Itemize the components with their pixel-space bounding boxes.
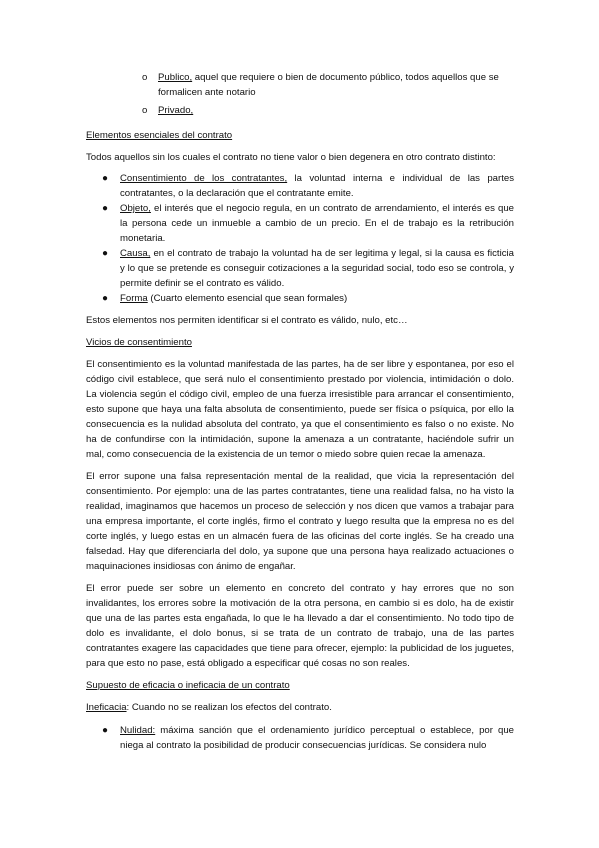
- elementos-intro: Todos aquellos sin los cuales el contrato no tiene valor o bien degenera en otro contrato distinto:: [86, 152, 496, 163]
- vicios-paragraph: El error supone una falsa representación mental de la realidad, que vicia la representación del consentimiento. Por ejemplo: una de las partes contratantes, tiene una realidad falsa, no ha visto la realidad, imaginamos que hacemos un proceso de selección y nos dicen que vamos a trabajar para una empresa importante, el corte inglés, firmo el contrato y luego resulta que la empresa no es del corte inglés, y luego estas en un almacén fuera de las oficinas del corte inglés. Se ha creado una falsedad. Hay que diferenciarla del dolo, ya supone que una persona haya realizado actuaciones o maquinaciones insidiosas con ánimo de engañar.: [86, 471, 514, 572]
- circle-bullet-icon: o: [142, 72, 148, 83]
- list-item-text: la voluntad interna e individual de las partes contratantes, o la declaración que el contratante emite.: [120, 173, 514, 199]
- document-type-list: [86, 70, 514, 118]
- disc-bullet-icon: ●: [102, 173, 109, 184]
- circle-bullet-icon: o: [142, 105, 148, 116]
- list-item: [86, 246, 514, 291]
- list-item-text: el interés que el negocio regula, en un contrato de arrendamiento, el interés es que la persona cede un inmueble a cambio de un precio. En el de trabajo es la retribución monetaria.: [120, 203, 514, 244]
- list-item-term: Privado,: [158, 105, 194, 116]
- list-item-term: Objeto,: [120, 203, 151, 214]
- disc-bullet-icon: ●: [102, 725, 109, 736]
- document-page: [86, 70, 514, 753]
- list-item: [86, 70, 514, 100]
- disc-bullet-icon: ●: [102, 293, 109, 304]
- vicios-paragraph: El consentimiento es la voluntad manifestada de las partes, ha de ser libre y espontanea, por eso el código civil establece, que será nulo el consentimiento prestado por violencia, intimidación o dolo. La violencia según el código civil, empleo de una fuerza irresistible para arrancar el consentimiento, esto supone que haya una falta absoluta de consentimiento, puede ser física o psíquica, por ello la consecuencia es la nulidad absoluta del contrato, ya que el consentimiento es falso o no existe. No ha de confundirse con la intimidación, supone la amenaza a un contratante, haciéndole sufrir un mal, como consecuencia de la existencia de un temor o miedo sobre quien recae la amenaza.: [86, 359, 514, 460]
- elementos-list: [86, 171, 514, 306]
- list-item: [86, 723, 514, 753]
- ineficacia-definition: [86, 700, 514, 715]
- vicios-paragraph: El error puede ser sobre un elemento en concreto del contrato y hay errores que no son invalidantes, los errores sobre la motivación de la otra persona, en cambio si es dolo, ha de existir que una de las partes esta engañada, lo que le ha llevado a dar el consentimiento. No todo tipo de dolo es invalidante, el dolo bonus, si se trata de un contrato de trabajo, una de las partes contratantes exagere las capacidades que tiene para ofrecer, ejemplo: la publicidad de los juguetes, para que esto no pase, está obligado a especificar qué cosas no son reales.: [86, 583, 514, 669]
- disc-bullet-icon: ●: [102, 203, 109, 214]
- list-item-term: Publico,: [158, 72, 193, 83]
- section-heading-vicios: Vicios de consentimiento: [86, 337, 192, 348]
- elementos-closing: Estos elementos nos permiten identificar si el contrato es válido, nulo, etc…: [86, 315, 408, 326]
- list-item: [86, 171, 514, 201]
- list-item-text: (Cuarto elemento esencial que sean formales): [147, 293, 348, 304]
- list-item: [86, 291, 514, 306]
- section-heading-elementos: Elementos esenciales del contrato: [86, 130, 233, 141]
- disc-bullet-icon: ●: [102, 248, 109, 259]
- list-item-text: aquel que requiere o bien de documento público, todos aquellos que se formalicen ante notario: [158, 72, 499, 98]
- list-item-text: en el contrato de trabajo la voluntad ha de ser legitima y legal, si la causa es ficticia y lo que se pretende es conseguir cotizaciones a la seguridad social, todo eso se controla, y permite definir se el contrato es válido.: [120, 248, 514, 289]
- section-heading-eficacia: Supuesto de eficacia o ineficacia de un contrato: [86, 680, 290, 691]
- list-item-term: Nulidad:: [120, 725, 156, 736]
- list-item: [86, 103, 514, 118]
- list-item-term: Consentimiento de los contratantes,: [120, 173, 288, 184]
- eficacia-list: [86, 723, 514, 753]
- ineficacia-term: Ineficacia: [86, 702, 127, 713]
- list-item-term: Causa,: [120, 248, 151, 259]
- list-item: [86, 201, 514, 246]
- ineficacia-text: : Cuando no se realizan los efectos del contrato.: [126, 702, 332, 713]
- list-item-term: Forma: [120, 293, 148, 304]
- list-item-text: máxima sanción que el ordenamiento jurídico perceptual o establece, por que niega al contrato la posibilidad de producir consecuencias jurídicas. Se considera nulo: [120, 725, 514, 751]
